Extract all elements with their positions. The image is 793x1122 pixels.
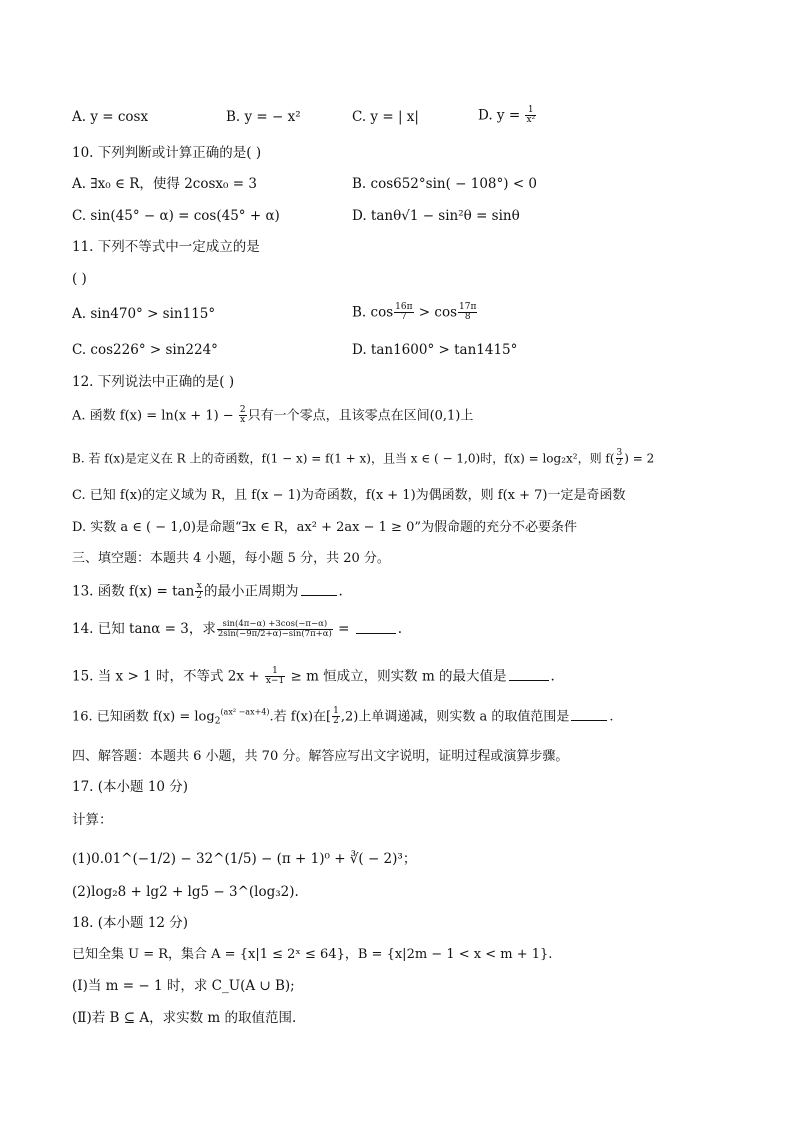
- q10-stem: 10. 下列判断或计算正确的是( ): [72, 145, 262, 161]
- q11-stem: 11. 下列不等式中一定成立的是: [72, 239, 260, 255]
- q18-stem: 18. (本小题 12 分): [72, 915, 189, 931]
- q13: 13. 函数 f(x) = tan $\frac{x}{2}$ 的最小正周期为 .: [72, 581, 343, 602]
- q11-b-fraction-1: $\frac{16\pi}{7}$: [395, 302, 413, 323]
- q12-stem: 12. 下列说法中正确的是( ): [72, 374, 235, 390]
- q15: 15. 当 x > 1 时，不等式 2x + $\frac{1}{x-1}$ ≥ m 恒成立，则实数 m 的最大值是 .: [72, 666, 555, 687]
- q10-option-a: A. ∃x₀ ∈ R，使得 2cosx₀ = 3: [72, 176, 257, 192]
- q15-fraction: $\frac{1}{x-1}$: [265, 666, 285, 687]
- q13-answer-blank[interactable]: [301, 593, 337, 596]
- q14-answer-blank[interactable]: [356, 631, 396, 634]
- q11-option-d: D. tan1600° > tan1415°: [352, 342, 518, 358]
- q15-answer-blank[interactable]: [509, 678, 549, 681]
- q11-option-c: C. cos226° > sin224°: [72, 342, 218, 358]
- q12-option-b: B. 若 f(x)是定义在 R 上的奇函数，f(1 − x) = f(1 + x)，且当 x ∈ ( − 1,0)时，f(x) = log₂x²，则 f( $\frac{3}{2}$ ) = 2: [72, 448, 655, 469]
- q9-option-c: C. y = | x|: [352, 109, 419, 125]
- q12-a-fraction: $\frac{2}{x}$: [239, 405, 246, 426]
- q17-part-2: (2)log₂8 + lg2 + lg5 − 3^(log₃2).: [72, 884, 299, 900]
- section-3-heading: 三、填空题：本题共 4 小题，每小题 5 分，共 20 分。: [72, 551, 390, 566]
- q18-intro: 已知全集 U = R，集合 A = {x|1 ≤ 2ˣ ≤ 64}，B = {x|2m − 1 < x < m + 1}.: [72, 947, 553, 962]
- q18-part-2: (Ⅱ)若 B ⊆ A，求实数 m 的取值范围.: [72, 1010, 297, 1026]
- q9-d-fraction: $\frac{1}{\text{x²}}$: [526, 105, 536, 126]
- q11-b-fraction-2: $\frac{17\pi}{8}$: [459, 302, 477, 323]
- q17-intro: 计算：: [72, 812, 113, 828]
- q12-option-a: A. 函数 f(x) = ln(x + 1) − $\frac{2}{x}$ 只有一个零点，且该零点在区间(0,1)上: [72, 405, 474, 426]
- q16-fraction: $\frac{1}{2}$: [333, 706, 339, 727]
- q11-option-b: B. cos $\frac{16\pi}{7}$ > cos $\frac{17\pi}{8}$: [352, 302, 477, 323]
- q17-part-1: (1)0.01^(−1/2) − 32^(1/5) − (π + 1)⁰ + ∛( − 2)³；: [72, 851, 417, 867]
- q14: 14. 已知 tanα = 3，求 $\frac{\sin(4\pi-\alpha) +3\cos(-\pi-\alpha)}{2\sin(-9\pi/2+\alpha)-\sin(7\pi+\alpha)}$ = .: [72, 619, 403, 639]
- q16-answer-blank[interactable]: [571, 718, 607, 721]
- q14-fraction: $\frac{\sin(4\pi-\alpha) +3\cos(-\pi-\alpha)}{2\sin(-9\pi/2+\alpha)-\sin(7\pi+\alpha)}$: [217, 619, 332, 639]
- q11-option-a: A. sin470° > sin115°: [72, 306, 216, 322]
- q18-part-1: (Ⅰ)当 m = − 1 时，求 C_U(A ∪ B);: [72, 978, 295, 994]
- q10-option-b: B. cos652°sin( − 108°) < 0: [352, 176, 538, 192]
- q16: 16. 已知函数 $f(x) = \log_2^{(ax^2 -ax+4)}$.若 f(x)在[ $\frac{1}{2}$ ,2)上单调递减，则实数 a 的取值范围是 .: [72, 706, 614, 727]
- q9-option-d: D. y = $\frac{1}{\text{x²}}$: [478, 105, 536, 126]
- q12-option-c: C. 已知 f(x)的定义域为 R，且 f(x − 1)为奇函数，f(x + 1)为偶函数，则 f(x + 7)一定是奇函数: [72, 488, 626, 503]
- q9-option-a: A. y = cosx: [72, 109, 149, 125]
- section-4-heading: 四、解答题：本题共 6 小题，共 70 分。解答应写出文字说明，证明过程或演算步骤。: [72, 749, 569, 764]
- q17-stem: 17. (本小题 10 分): [72, 779, 189, 795]
- q10-option-d: D. tanθ√1 − sin²θ = sinθ: [352, 208, 520, 224]
- q12-option-d: D. 实数 a ∈ ( − 1,0)是命题“∃x ∈ R，ax² + 2ax − 1 ≥ 0”为假命题的充分不必要条件: [72, 520, 577, 535]
- q11-answer-paren: ( ): [72, 271, 87, 287]
- q12-b-fraction: $\frac{3}{2}$: [616, 448, 623, 469]
- q10-option-c: C. sin(45° − α) = cos(45° + α): [72, 208, 280, 224]
- q9-option-b: B. y = − x²: [226, 109, 301, 125]
- q13-fraction: $\frac{x}{2}$: [196, 581, 202, 602]
